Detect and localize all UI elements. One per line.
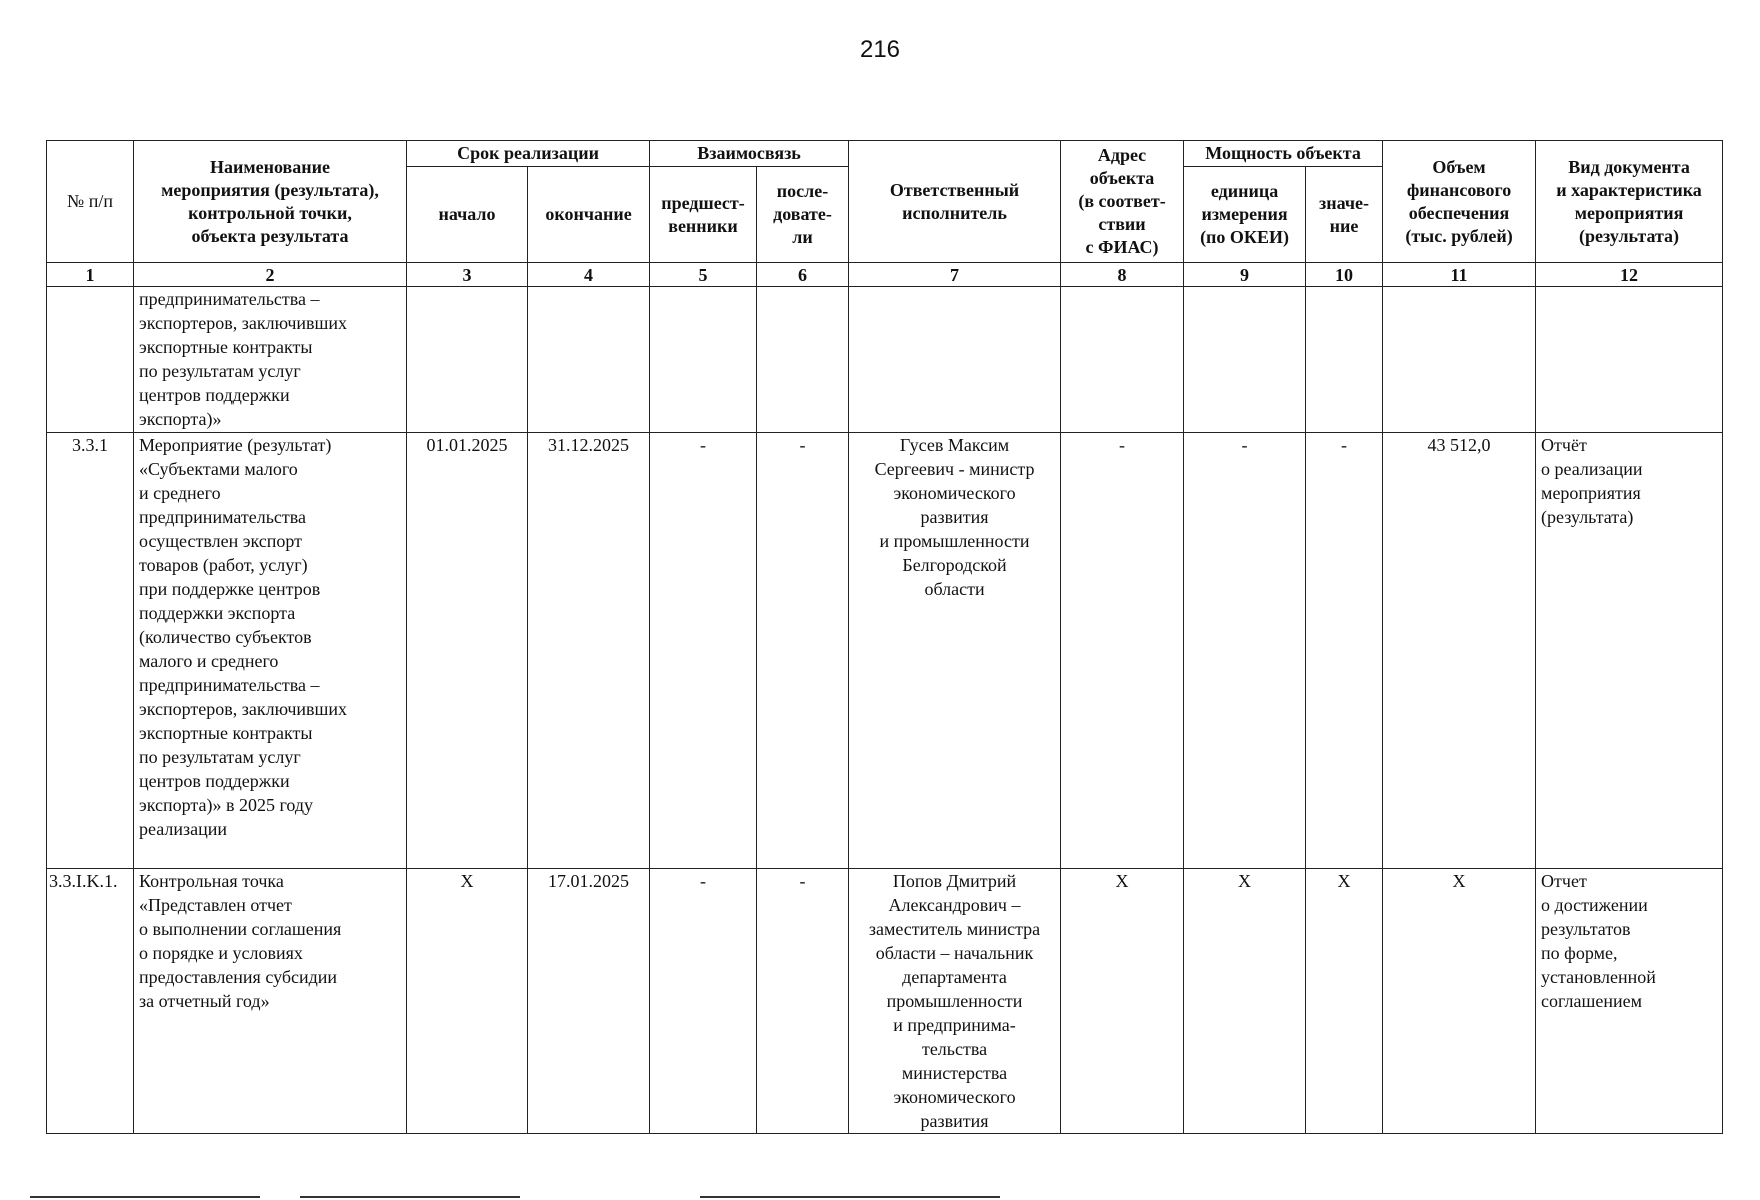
cell-name: Контрольная точка «Представлен отчет о выполнении соглашения о порядке и условиях предоставления субсидии за отчетный год» (134, 869, 407, 1134)
header-document: Вид документа и характеристика мероприятия (результата) (1536, 141, 1723, 263)
column-number: 3 (407, 263, 528, 287)
header-unit: единица измерения (по ОКЕИ) (1184, 167, 1306, 263)
header-predecessors: предшест- венники (650, 167, 757, 263)
cell-address (1061, 287, 1184, 433)
cell-responsible: Попов Дмитрий Александрович – заместитель министра области – начальник департамента промышленности и предпринима- тельства министерства экономического развития (849, 869, 1061, 1134)
column-numbers-row (47, 263, 1723, 287)
header-capacity-group: Мощность объекта (1184, 141, 1383, 167)
cell-num: 3.3.I.K.1. (47, 869, 134, 1134)
cell-start (407, 287, 528, 433)
cell-successors (757, 287, 849, 433)
footer-rule (300, 1196, 520, 1198)
page-number: 216 (859, 36, 901, 63)
cell-value: X (1306, 869, 1383, 1134)
header-start: начало (407, 167, 528, 263)
column-number: 8 (1061, 263, 1184, 287)
cell-start: 01.01.2025 (407, 433, 528, 869)
cell-document (1536, 287, 1723, 433)
header-successors: после- довате- ли (757, 167, 849, 263)
cell-financing (1383, 287, 1536, 433)
header-term-group: Срок реализации (407, 141, 650, 167)
header-value: значе- ние (1306, 167, 1383, 263)
cell-start: X (407, 869, 528, 1134)
cell-financing: X (1383, 869, 1536, 1134)
column-number: 10 (1306, 263, 1383, 287)
cell-successors: - (757, 869, 849, 1134)
header-financing: Объем финансового обеспечения (тыс. рублей) (1383, 141, 1536, 263)
cell-end: 17.01.2025 (528, 869, 650, 1134)
column-number: 9 (1184, 263, 1306, 287)
cell-predecessors (650, 287, 757, 433)
header-end: окончание (528, 167, 650, 263)
table-row (47, 433, 1723, 869)
column-number: 2 (134, 263, 407, 287)
cell-end: 31.12.2025 (528, 433, 650, 869)
cell-name: Мероприятие (результат) «Субъектами малого и среднего предпринимательства осуществлен экспорт товаров (работ, услуг) при поддержке центров поддержки экспорта (количество субъектов малого и среднего предпринимательства – экспортеров, заключивших экспортные контракты по результатам услуг центров поддержки экспорта)» в 2025 году реализации (134, 433, 407, 869)
column-number: 11 (1383, 263, 1536, 287)
cell-document: Отчет о достижении результатов по форме, установленной соглашением (1536, 869, 1723, 1134)
column-number: 6 (757, 263, 849, 287)
cell-num: 3.3.1 (47, 433, 134, 869)
cell-document: Отчёт о реализации мероприятия (результата) (1536, 433, 1723, 869)
cell-unit (1184, 287, 1306, 433)
cell-predecessors: - (650, 869, 757, 1134)
cell-responsible: Гусев Максим Сергеевич - министр экономического развития и промышленности Белгородской области (849, 433, 1061, 869)
cell-name: предпринимательства – экспортеров, заключивших экспортные контракты по результатам услуг центров поддержки экспорта)» (134, 287, 407, 433)
cell-address: X (1061, 869, 1184, 1134)
header-name: Наименование мероприятия (результата), контрольной точки, объекта результата (134, 141, 407, 263)
header-address: Адрес объекта (в соответ- ствии с ФИАС) (1061, 141, 1184, 263)
cell-successors: - (757, 433, 849, 869)
column-number: 7 (849, 263, 1061, 287)
cell-financing: 43 512,0 (1383, 433, 1536, 869)
table-row (47, 869, 1723, 1134)
cell-predecessors: - (650, 433, 757, 869)
cell-address: - (1061, 433, 1184, 869)
footer-rule (30, 1196, 260, 1198)
column-number: 1 (47, 263, 134, 287)
cell-num (47, 287, 134, 433)
cell-end (528, 287, 650, 433)
column-number: 12 (1536, 263, 1723, 287)
cell-value (1306, 287, 1383, 433)
cell-unit: - (1184, 433, 1306, 869)
column-number: 4 (528, 263, 650, 287)
column-number: 5 (650, 263, 757, 287)
footer-rule (700, 1196, 1000, 1198)
cell-responsible (849, 287, 1061, 433)
cell-value: - (1306, 433, 1383, 869)
header-link-group: Взаимосвязь (650, 141, 849, 167)
table-row (47, 287, 1723, 433)
plan-table (46, 140, 1723, 1134)
header-responsible: Ответственный исполнитель (849, 141, 1061, 263)
header-num: № п/п (47, 141, 134, 263)
cell-unit: X (1184, 869, 1306, 1134)
